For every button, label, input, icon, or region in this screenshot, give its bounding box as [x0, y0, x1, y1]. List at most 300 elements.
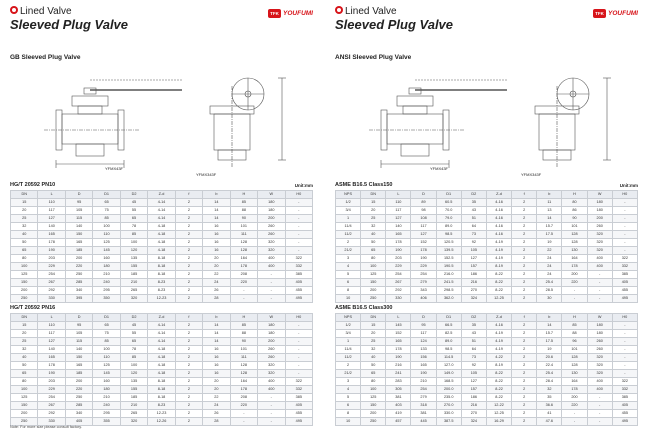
brand-line1: Lined Valve: [345, 6, 397, 17]
table-cell: 11/2: [336, 231, 361, 239]
table-cell: 101: [230, 223, 257, 231]
table-cell: 125: [93, 239, 120, 247]
table-cell: 200: [587, 215, 612, 223]
table-cell: 150: [65, 231, 92, 239]
table-cell: -: [587, 418, 612, 426]
table-cell: 164: [562, 255, 587, 263]
table-cell: -: [612, 330, 637, 338]
table-row: [336, 207, 638, 215]
table-cell: 41: [537, 410, 562, 418]
table-cell: 8-18: [148, 386, 175, 394]
table-cell: -: [258, 418, 285, 426]
table-cell: 65: [93, 322, 120, 330]
table-cell: 190: [38, 247, 65, 255]
column-header: DN: [361, 314, 386, 322]
column-header: W: [587, 314, 612, 322]
table1-title: ASME B16.5 Class150: [335, 182, 393, 188]
drawing-label-2: YFMX343F: [521, 172, 542, 177]
table-cell: 14: [203, 322, 230, 330]
table-cell: 4-16: [486, 231, 511, 239]
table-cell: -: [587, 394, 612, 402]
table-cell: 15: [361, 322, 386, 330]
table-cell: 96: [562, 338, 587, 346]
table-cell: -: [230, 410, 257, 418]
table-cell: 343: [411, 287, 436, 295]
table-cell: 10: [336, 418, 361, 426]
table-cell: 101: [230, 346, 257, 354]
table-cell: 292: [38, 287, 65, 295]
table-cell: 2: [175, 394, 202, 402]
table-cell: 2: [512, 322, 537, 330]
table-cell: 178: [411, 247, 436, 255]
table-cell: 250: [65, 394, 92, 402]
table-cell: 100: [361, 263, 386, 271]
table-cell: 6: [336, 279, 361, 287]
column-header: H: [230, 314, 257, 322]
table-cell: 20: [11, 207, 38, 215]
table-cell: 140: [38, 346, 65, 354]
table-cell: 250: [65, 271, 92, 279]
brand-circle-icon: [10, 6, 18, 14]
table-cell: 14: [203, 215, 230, 223]
table-cell: 387.5: [436, 418, 461, 426]
table-cell: 186: [461, 394, 486, 402]
table-row: [336, 394, 638, 402]
table-cell: 128: [562, 231, 587, 239]
table-cell: -: [285, 207, 312, 215]
table-row: [336, 263, 638, 271]
table-cell: 100: [11, 386, 38, 394]
table-cell: 100: [120, 362, 147, 370]
table-cell: 8-22: [486, 370, 511, 378]
table-cell: 117: [411, 330, 436, 338]
table-row: [11, 255, 313, 263]
table-cell: 10: [336, 295, 361, 303]
table-row: [11, 354, 313, 362]
column-header: f: [512, 314, 537, 322]
table-cell: 200: [11, 410, 38, 418]
table-cell: -: [230, 418, 257, 426]
table-cell: 260: [258, 223, 285, 231]
table-cell: 98.5: [436, 346, 461, 354]
table-cell: 320: [258, 239, 285, 247]
table-cell: -: [230, 295, 257, 303]
table-cell: 8-18: [148, 271, 175, 279]
table-cell: -: [285, 247, 312, 255]
table-cell: 220: [65, 263, 92, 271]
table-cell: 127: [38, 338, 65, 346]
table-row: [11, 410, 313, 418]
table-cell: 5: [336, 271, 361, 279]
table-cell: 4-18: [148, 231, 175, 239]
column-header: D1: [93, 314, 120, 322]
table-cell: 117: [386, 207, 411, 215]
table-cell: 25.4: [537, 370, 562, 378]
table-cell: 229: [38, 263, 65, 271]
table-cell: 322: [285, 378, 312, 386]
table-cell: 124: [411, 338, 436, 346]
table-cell: 14: [203, 338, 230, 346]
table-cell: 127: [386, 215, 411, 223]
table-cell: 32: [361, 223, 386, 231]
table-cell: 149.0: [436, 370, 461, 378]
table-cell: 200: [361, 410, 386, 418]
table-row: [11, 386, 313, 394]
table-cell: 25: [361, 215, 386, 223]
column-header: D2: [461, 314, 486, 322]
table-cell: -: [285, 330, 312, 338]
table-cell: 203: [38, 378, 65, 386]
table-cell: 16: [203, 354, 230, 362]
table-cell: 298.5: [436, 287, 461, 295]
table-cell: -: [612, 362, 637, 370]
table-cell: 330.0: [436, 410, 461, 418]
table-cell: 88: [562, 330, 587, 338]
table-row: [11, 287, 313, 295]
table-cell: 16: [203, 247, 230, 255]
table-cell: 178: [230, 386, 257, 394]
table-cell: 2: [175, 207, 202, 215]
table-cell: 108: [411, 215, 436, 223]
table-cell: 180: [258, 207, 285, 215]
table-cell: 8-22: [486, 271, 511, 279]
table-cell: -: [258, 402, 285, 410]
table-cell: 4-18: [148, 370, 175, 378]
table-cell: 185: [120, 394, 147, 402]
table-cell: 180: [587, 330, 612, 338]
table-cell: 20: [361, 207, 386, 215]
table-header-row: [11, 191, 313, 199]
table-cell: 210: [411, 378, 436, 386]
table-cell: 115: [65, 215, 92, 223]
table-cell: 2: [512, 287, 537, 295]
table-cell: 85: [93, 215, 120, 223]
table-cell: 100: [93, 223, 120, 231]
table-cell: 32: [11, 346, 38, 354]
table-cell: 128: [230, 370, 257, 378]
table-cell: 157: [461, 263, 486, 271]
table-cell: 285: [65, 402, 92, 410]
table-cell: 2: [175, 271, 202, 279]
table-cell: 495: [612, 295, 637, 303]
table-cell: 322: [612, 378, 637, 386]
table-cell: 320: [258, 247, 285, 255]
table-cell: 400: [258, 263, 285, 271]
table-cell: 14: [203, 207, 230, 215]
table-cell: 200: [65, 255, 92, 263]
table-cell: 2: [512, 354, 537, 362]
table-cell: 22.4: [537, 362, 562, 370]
table-cell: 12-25: [486, 295, 511, 303]
table-cell: -: [612, 322, 637, 330]
column-header: H: [562, 314, 587, 322]
company-logo: TFK YOUFUMI: [268, 9, 313, 18]
table-cell: 2: [175, 231, 202, 239]
table-cell: 65: [120, 215, 147, 223]
table-cell: 8-23: [148, 402, 175, 410]
table-cell: 185: [120, 271, 147, 279]
table-cell: 355: [93, 418, 120, 426]
table-row: [336, 223, 638, 231]
table-cell: 12-22: [486, 402, 511, 410]
table-cell: 127.0: [436, 362, 461, 370]
table-cell: 15.7: [537, 330, 562, 338]
table-cell: 2: [175, 279, 202, 287]
table-cell: 95: [65, 322, 92, 330]
table-cell: -: [587, 295, 612, 303]
table-cell: 98.5: [436, 231, 461, 239]
table-cell: 419: [386, 410, 411, 418]
table-cell: 2: [175, 338, 202, 346]
table-cell: 100: [361, 386, 386, 394]
table-cell: 330: [38, 418, 65, 426]
table-cell: 128: [562, 239, 587, 247]
table-cell: 8-18: [148, 263, 175, 271]
column-header: D1: [93, 191, 120, 199]
table-cell: 320: [120, 418, 147, 426]
table-cell: 178: [38, 362, 65, 370]
table-cell: 64: [461, 346, 486, 354]
table-cell: 4-19: [486, 247, 511, 255]
table-cell: 90: [230, 338, 257, 346]
table-cell: 65: [11, 370, 38, 378]
table-cell: 2: [512, 362, 537, 370]
table-cell: 2: [512, 330, 537, 338]
table-cell: 2: [512, 370, 537, 378]
table-cell: 250: [11, 295, 38, 303]
table-cell: 186: [461, 271, 486, 279]
table-cell: -: [562, 295, 587, 303]
table-cell: -: [285, 346, 312, 354]
table-cell: 28.4: [537, 378, 562, 386]
table-cell: -: [258, 287, 285, 295]
table-cell: 250: [361, 295, 386, 303]
table-cell: 79.0: [436, 215, 461, 223]
table-row: [336, 271, 638, 279]
table1-title: HG/T 20592 PN10: [10, 182, 56, 188]
table-cell: 270.0: [436, 402, 461, 410]
table-cell: 25.4: [537, 279, 562, 287]
table-cell: 405: [612, 402, 637, 410]
column-header: b: [537, 314, 562, 322]
table-cell: 216: [386, 362, 411, 370]
table-cell: 4-14: [148, 199, 175, 207]
table-cell: 283: [386, 378, 411, 386]
table-cell: 8-22: [486, 386, 511, 394]
table-cell: 28.5: [537, 287, 562, 295]
table-cell: -: [285, 239, 312, 247]
table-cell: 2: [512, 255, 537, 263]
table-cell: 16: [203, 239, 230, 247]
table-cell: 24: [203, 279, 230, 287]
table-cell: 216.0: [436, 271, 461, 279]
table-row: [11, 402, 313, 410]
table-cell: 241.5: [436, 279, 461, 287]
table-cell: 156: [411, 354, 436, 362]
table-cell: 320: [587, 231, 612, 239]
table-cell: 292: [38, 410, 65, 418]
table-cell: 210: [93, 394, 120, 402]
table-cell: 150: [361, 279, 386, 287]
table-row: [11, 223, 313, 231]
table-cell: 200: [361, 287, 386, 295]
table-cell: 117: [38, 207, 65, 215]
table-cell: 164: [562, 378, 587, 386]
table-cell: 50: [11, 239, 38, 247]
table-cell: -: [258, 279, 285, 287]
table-cell: 8-22: [486, 287, 511, 295]
table-cell: -: [612, 215, 637, 223]
table-cell: 400: [587, 255, 612, 263]
company-logo: TFK YOUFUMI: [593, 9, 638, 18]
table-cell: 139.5: [436, 247, 461, 255]
table-cell: 21/2: [336, 247, 361, 255]
table-cell: 8-19: [486, 263, 511, 271]
table-cell: 73: [461, 354, 486, 362]
table-cell: 4-18: [148, 354, 175, 362]
table-cell: 165: [386, 231, 411, 239]
column-header: H0: [285, 191, 312, 199]
table-cell: 2: [512, 394, 537, 402]
table-row: [336, 354, 638, 362]
table-cell: 40: [361, 231, 386, 239]
table-cell: 80: [562, 199, 587, 207]
table-cell: 8-19: [486, 362, 511, 370]
table-cell: 403: [386, 402, 411, 410]
table-cell: 265: [120, 410, 147, 418]
table-cell: 117: [411, 223, 436, 231]
table-cell: 128: [230, 247, 257, 255]
table-cell: 400: [258, 378, 285, 386]
column-header: D2: [120, 314, 147, 322]
table-row: [336, 346, 638, 354]
table-cell: 2: [512, 215, 537, 223]
table-cell: 4-14: [148, 322, 175, 330]
table-cell: 4-14: [148, 215, 175, 223]
table-cell: 127: [38, 215, 65, 223]
table-cell: 200.0: [436, 386, 461, 394]
table-cell: 2: [175, 295, 202, 303]
column-header: NPS: [336, 314, 361, 322]
table-cell: 20.6: [537, 354, 562, 362]
column-header: DN: [11, 314, 38, 322]
table-row: [336, 386, 638, 394]
table-cell: 2: [512, 338, 537, 346]
table-cell: 45: [120, 199, 147, 207]
table-row: [11, 279, 313, 287]
table-cell: 400: [258, 255, 285, 263]
table-cell: 50: [11, 362, 38, 370]
table-cell: 145: [93, 370, 120, 378]
table-cell: 65: [361, 370, 386, 378]
column-header: D: [65, 314, 92, 322]
table-cell: 260: [587, 338, 612, 346]
table-row: [11, 239, 313, 247]
table-cell: 140: [38, 223, 65, 231]
table-cell: 160: [93, 255, 120, 263]
table-cell: 178: [386, 346, 411, 354]
table-cell: 254: [411, 271, 436, 279]
table-cell: 4-18: [148, 362, 175, 370]
table-cell: 150: [361, 402, 386, 410]
table-cell: 14: [537, 215, 562, 223]
table-cell: 260: [258, 346, 285, 354]
table-cell: 51: [461, 338, 486, 346]
column-header: Z-d: [148, 191, 175, 199]
table-cell: 178: [386, 239, 411, 247]
table-cell: 80: [11, 378, 38, 386]
table-row: [11, 322, 313, 330]
table-cell: 4-14: [148, 330, 175, 338]
table-cell: 105: [461, 247, 486, 255]
table-cell: 2: [175, 247, 202, 255]
table-cell: 110: [38, 322, 65, 330]
table-row: [11, 394, 313, 402]
table-cell: -: [562, 410, 587, 418]
table-cell: 2: [512, 410, 537, 418]
table-cell: 2: [512, 263, 537, 271]
table-cell: 111: [230, 231, 257, 239]
table-cell: 322: [612, 255, 637, 263]
table-cell: 21/2: [336, 370, 361, 378]
column-header: H: [230, 191, 257, 199]
table-cell: 265: [120, 287, 147, 295]
table-cell: 110: [386, 199, 411, 207]
table-cell: -: [285, 215, 312, 223]
table-cell: 318: [411, 402, 436, 410]
table-cell: 324: [461, 295, 486, 303]
table-row: [336, 239, 638, 247]
table-cell: -: [612, 223, 637, 231]
table-cell: 11/2: [336, 354, 361, 362]
table-cell: 2: [336, 362, 361, 370]
table-cell: 160: [93, 378, 120, 386]
table-cell: 455: [285, 287, 312, 295]
table-cell: 85: [120, 231, 147, 239]
table-cell: 332: [285, 263, 312, 271]
table-cell: 292: [386, 287, 411, 295]
table-cell: 85: [93, 338, 120, 346]
column-header: D1: [436, 191, 461, 199]
table-cell: 78: [120, 346, 147, 354]
table-cell: 405: [612, 279, 637, 287]
table-cell: 2: [512, 346, 537, 354]
table-cell: 340: [65, 287, 92, 295]
table-cell: 180: [587, 322, 612, 330]
table-cell: 40: [361, 354, 386, 362]
table-cell: 216: [461, 402, 486, 410]
table-cell: 385: [612, 394, 637, 402]
table-cell: 2: [175, 215, 202, 223]
table-cell: 26: [203, 287, 230, 295]
table-cell: 13: [537, 207, 562, 215]
table-cell: 65: [11, 247, 38, 255]
table-cell: 8-23: [148, 279, 175, 287]
unit-label: Unit:mm: [619, 183, 638, 188]
table-cell: 4-16: [486, 223, 511, 231]
table-cell: 190: [411, 370, 436, 378]
table-cell: 168.5: [436, 378, 461, 386]
table-cell: -: [258, 394, 285, 402]
table-row: [11, 231, 313, 239]
column-header: f: [175, 191, 202, 199]
table-cell: 128: [562, 362, 587, 370]
column-header: L: [38, 191, 65, 199]
section-title: ANSI Sleeved Plug Valve: [335, 54, 412, 61]
table-cell: 200: [258, 338, 285, 346]
table-cell: 60.5: [436, 199, 461, 207]
table-row: [11, 295, 313, 303]
